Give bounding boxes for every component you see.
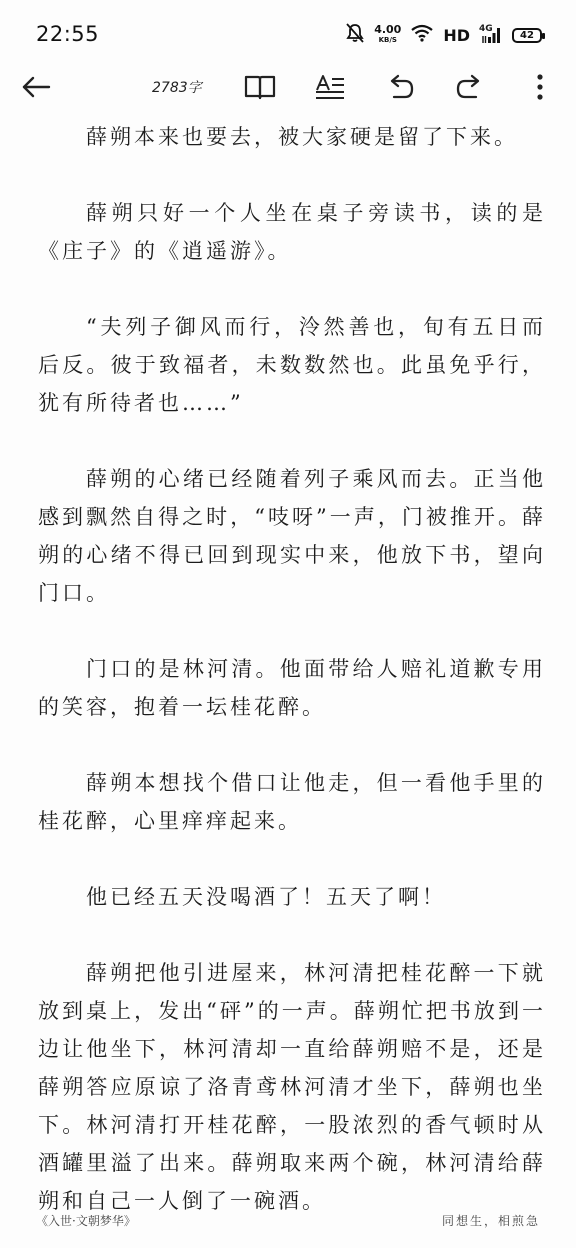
- paragraph: 薛朔只好一个人坐在桌子旁读书，读的是《庄子》的《逍遥游》。: [38, 201, 546, 263]
- network-type-label: 4G: [479, 24, 493, 34]
- status-bar: [0, 0, 576, 68]
- chapter-title: 同想生，相煎急: [441, 1214, 540, 1228]
- more-vertical-icon: [536, 73, 544, 101]
- battery-indicator: 42: [512, 28, 542, 43]
- back-button[interactable]: [18, 68, 54, 106]
- network-speed: [374, 25, 401, 45]
- network-speed-unit: KB/S: [378, 36, 397, 44]
- status-icons: [346, 22, 542, 48]
- redo-icon: [455, 74, 485, 100]
- cellular-signal-icon: [480, 26, 502, 44]
- paragraph: “夫列子御风而行，泠然善也，旬有五日而后反。彼于致福者，未数数然也。此虽免乎行，犹有所待者也……”: [38, 315, 546, 415]
- more-options-button[interactable]: [526, 68, 554, 106]
- paragraph: 门口的是林河清。他面带给人赔礼道歉专用的笑容，抱着一坛桂花醉。: [38, 657, 546, 719]
- book-title: 《入世·文朝梦华》: [36, 1214, 136, 1228]
- hd-indicator: HD: [443, 25, 470, 45]
- mute-bell-icon: [346, 23, 364, 47]
- paragraph: 薛朔本来也要去，被大家硬是留了下来。: [86, 125, 518, 149]
- paragraph: 薛朔把他引进屋来，林河清把桂花醉一下就放到桌上，发出“砰”的一声。薛朔忙把书放到一边让他坐下，林河清却一直给薛朔赔不是，还是薛朔答应原谅了洛青鸢林河清才坐下，薛朔也坐下。林河清打开桂花醉，一股浓烈的香气顿时从酒罐里溢了出来。薛朔取来两个碗，林河清给薛朔和自己一人倒了一碗酒。: [38, 961, 546, 1213]
- undo-icon: [385, 74, 415, 100]
- network-speed-value: 4.00: [374, 23, 402, 36]
- paragraph: 他已经五天没喝酒了！五天了啊！: [86, 885, 446, 909]
- paragraph: 薛朔的心绪已经随着列子乘风而去。正当他感到飘然自得之时，“吱呀”一声，门被推开。薛朔的心绪不得已回到现实中来，他放下书，望向门口。: [38, 467, 546, 605]
- chapter-text[interactable]: [38, 118, 546, 1248]
- reader-footer: [36, 1212, 540, 1232]
- paragraph: 薛朔本想找个借口让他走，但一看他手里的桂花醉，心里痒痒起来。: [38, 771, 546, 833]
- text-format-icon: [314, 74, 346, 100]
- word-count: 2783字: [152, 80, 202, 96]
- redo-button[interactable]: [452, 68, 488, 106]
- text-format-button[interactable]: [312, 68, 348, 106]
- status-time: 22:55: [36, 22, 100, 46]
- wifi-icon: [411, 24, 433, 46]
- back-arrow-icon: [21, 76, 51, 98]
- open-book-icon: [244, 74, 276, 100]
- book-contents-button[interactable]: [242, 68, 278, 106]
- undo-button[interactable]: [382, 68, 418, 106]
- reader-toolbar: [0, 68, 576, 108]
